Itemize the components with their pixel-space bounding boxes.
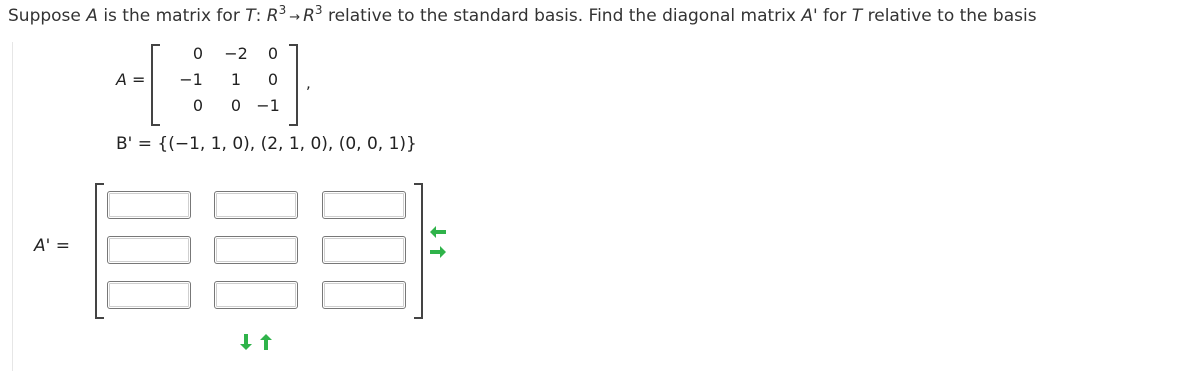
row-swap-control[interactable]: [428, 222, 448, 262]
answer-cell-r3c3[interactable]: [322, 281, 406, 309]
answer-cell-r2c3[interactable]: [322, 236, 406, 264]
answer-cell-r1c3[interactable]: [322, 191, 406, 219]
matrix-a-comma: ,: [306, 74, 311, 92]
matrix-a-cell: −1: [256, 96, 280, 115]
matrix-a-label: A =: [116, 70, 146, 89]
answer-input[interactable]: [323, 237, 405, 263]
matrix-a-cell: 1: [230, 70, 242, 89]
answer-input[interactable]: [323, 282, 405, 308]
matrix-a-cell: 0: [192, 96, 204, 115]
answer-input[interactable]: [215, 237, 297, 263]
matrix-a-cell: 0: [267, 44, 279, 63]
matrix-a-cell: −1: [179, 70, 203, 89]
answer-cell-r3c2[interactable]: [214, 281, 298, 309]
matrix-a-left-bracket: [151, 44, 160, 126]
answer-cell-r2c2[interactable]: [214, 236, 298, 264]
matrix-a-cell: 0: [230, 96, 242, 115]
matrix-a-cell: −2: [224, 44, 248, 63]
answer-input[interactable]: [215, 192, 297, 218]
question-text: Suppose A is the matrix for T: $R^3 \to R^3$ relative to the standard basis. Find the diagonal matrix A' for T relative to the basis: [8, 3, 1037, 26]
matrix-a-right-bracket: [289, 44, 298, 126]
answer-input[interactable]: [108, 192, 190, 218]
answer-cell-r3c1[interactable]: [107, 281, 191, 309]
left-rule: [12, 42, 13, 371]
matrix-a-cell: 0: [192, 44, 204, 63]
column-swap-control[interactable]: [236, 332, 276, 352]
answer-cell-r1c2[interactable]: [214, 191, 298, 219]
answer-input[interactable]: [108, 237, 190, 263]
answer-cell-r1c1[interactable]: [107, 191, 191, 219]
answer-input[interactable]: [215, 282, 297, 308]
answer-matrix: [95, 183, 425, 318]
answer-input[interactable]: [108, 282, 190, 308]
row-swap-icon: [428, 222, 448, 262]
basis-b-prime: B' = {(−1, 1, 0), (2, 1, 0), (0, 0, 1)}: [116, 134, 417, 154]
column-swap-icon: [236, 332, 276, 352]
matrix-a-cell: 0: [267, 70, 279, 89]
answer-input[interactable]: [323, 192, 405, 218]
answer-cell-r2c1[interactable]: [107, 236, 191, 264]
answer-matrix-label: A' =: [34, 236, 70, 256]
